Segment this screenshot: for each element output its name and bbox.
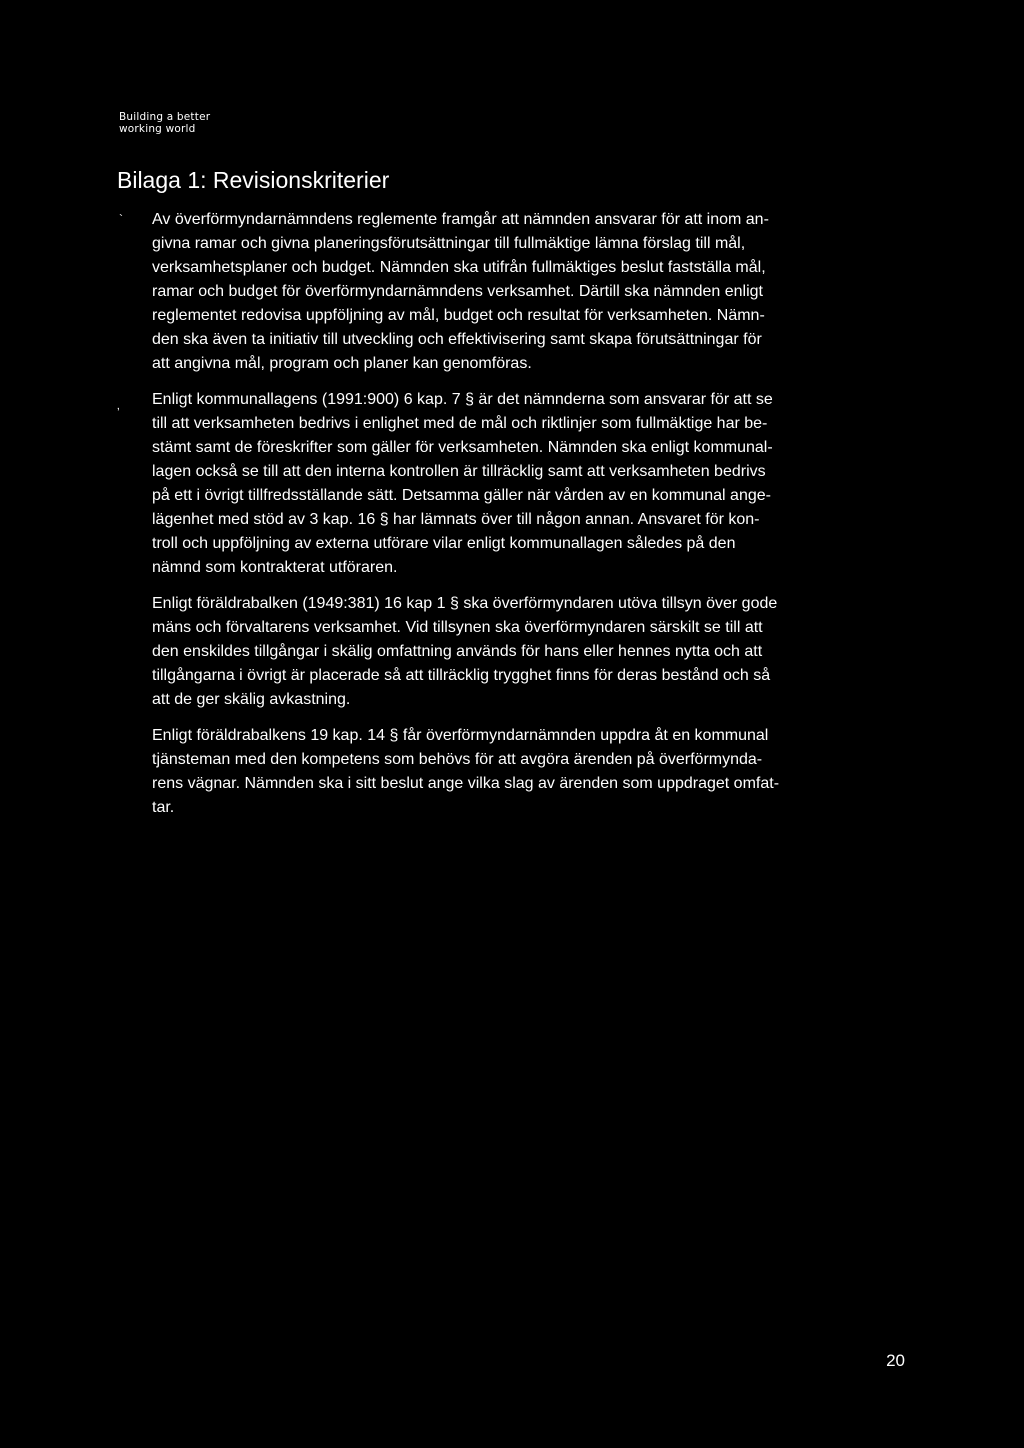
text-line: den ska även ta initiativ till utveckling och effektivisering samt skapa förutsättningar för (152, 331, 762, 348)
text-line: att angivna mål, program och planer kan genomföras. (152, 355, 532, 372)
text-line: reglementet redovisa uppföljning av mål, budget och resultat för verksamheten. Nämn- (152, 307, 765, 324)
tagline-line-1: Building a better (119, 111, 211, 123)
tagline-line-2: working world (119, 123, 196, 135)
text-line: stämt samt de föreskrifter som gäller för verksamheten. Nämnden ska enligt kommunal- (152, 439, 773, 456)
text-line: den enskildes tillgångar i skälig omfattning används för hans eller hennes nytta och att (152, 643, 763, 660)
margin-tick-mark: ` (119, 212, 123, 226)
text-line: ramar och budget för överförmyndarnämndens verksamhet. Därtill ska nämnden enligt (152, 283, 763, 300)
text-line: Av överförmyndarnämndens reglemente framgår att nämnden ansvarar för att inom an- (152, 211, 769, 228)
text-line: givna ramar och givna planeringsförutsättningar till fullmäktige lämna förslag till mål, (152, 235, 746, 252)
brand-tagline (119, 111, 210, 135)
text-line: nämnd som kontrakterat utföraren. (152, 559, 398, 576)
text-line: till att verksamheten bedrivs i enlighet med de mål och riktlinjer som fullmäktige har be- (152, 415, 768, 432)
text-line: tar. (152, 799, 175, 816)
text-line: Enligt kommunallagens (1991:900) 6 kap. 7 § är det nämnderna som ansvarar för att se (152, 391, 773, 408)
text-line: tjänsteman med den kompetens som behövs för att avgöra ärenden på överförmynda- (152, 751, 763, 768)
text-line: mäns och förvaltarens verksamhet. Vid tillsynen ska överförmyndaren särskilt se till att (152, 619, 763, 636)
paragraph (152, 724, 912, 820)
paragraph (152, 388, 912, 580)
text-line: rens vägnar. Nämnden ska i sitt beslut ange vilka slag av ärenden som uppdraget omfat- (152, 775, 780, 792)
paragraph (152, 208, 912, 376)
text-line: Enligt föräldrabalken (1949:381) 16 kap 1 § ska överförmyndaren utöva tillsyn över gode (152, 595, 778, 612)
document-body (152, 208, 912, 832)
paragraph (152, 592, 912, 712)
text-line: tillgångarna i övrigt är placerade så att tillräcklig trygghet finns för deras bestånd och så (152, 667, 771, 684)
text-line: på ett i övrigt tillfredsställande sätt. Detsamma gäller när vården av en kommunal ange- (152, 487, 771, 504)
text-line: lägenhet med stöd av 3 kap. 16 § har lämnats över till någon annan. Ansvaret för kon- (152, 511, 760, 528)
text-line: verksamhetsplaner och budget. Nämnden ska utifrån fullmäktiges beslut fastställa mål, (152, 259, 766, 276)
page-number: 20 (886, 1351, 905, 1370)
page-title: Bilaga 1: Revisionskriterier (117, 167, 390, 193)
text-line: Enligt föräldrabalkens 19 kap. 14 § får överförmyndarnämnden uppdra åt en kommunal (152, 727, 769, 744)
text-line: att de ger skälig avkastning. (152, 691, 351, 708)
margin-tick-mark: ‚ (117, 398, 120, 412)
text-line: lagen också se till att den interna kontrollen är tillräcklig samt att verksamheten bedrivs (152, 463, 766, 480)
text-line: troll och uppföljning av externa utförare vilar enligt kommunallagen således på den (152, 535, 736, 552)
